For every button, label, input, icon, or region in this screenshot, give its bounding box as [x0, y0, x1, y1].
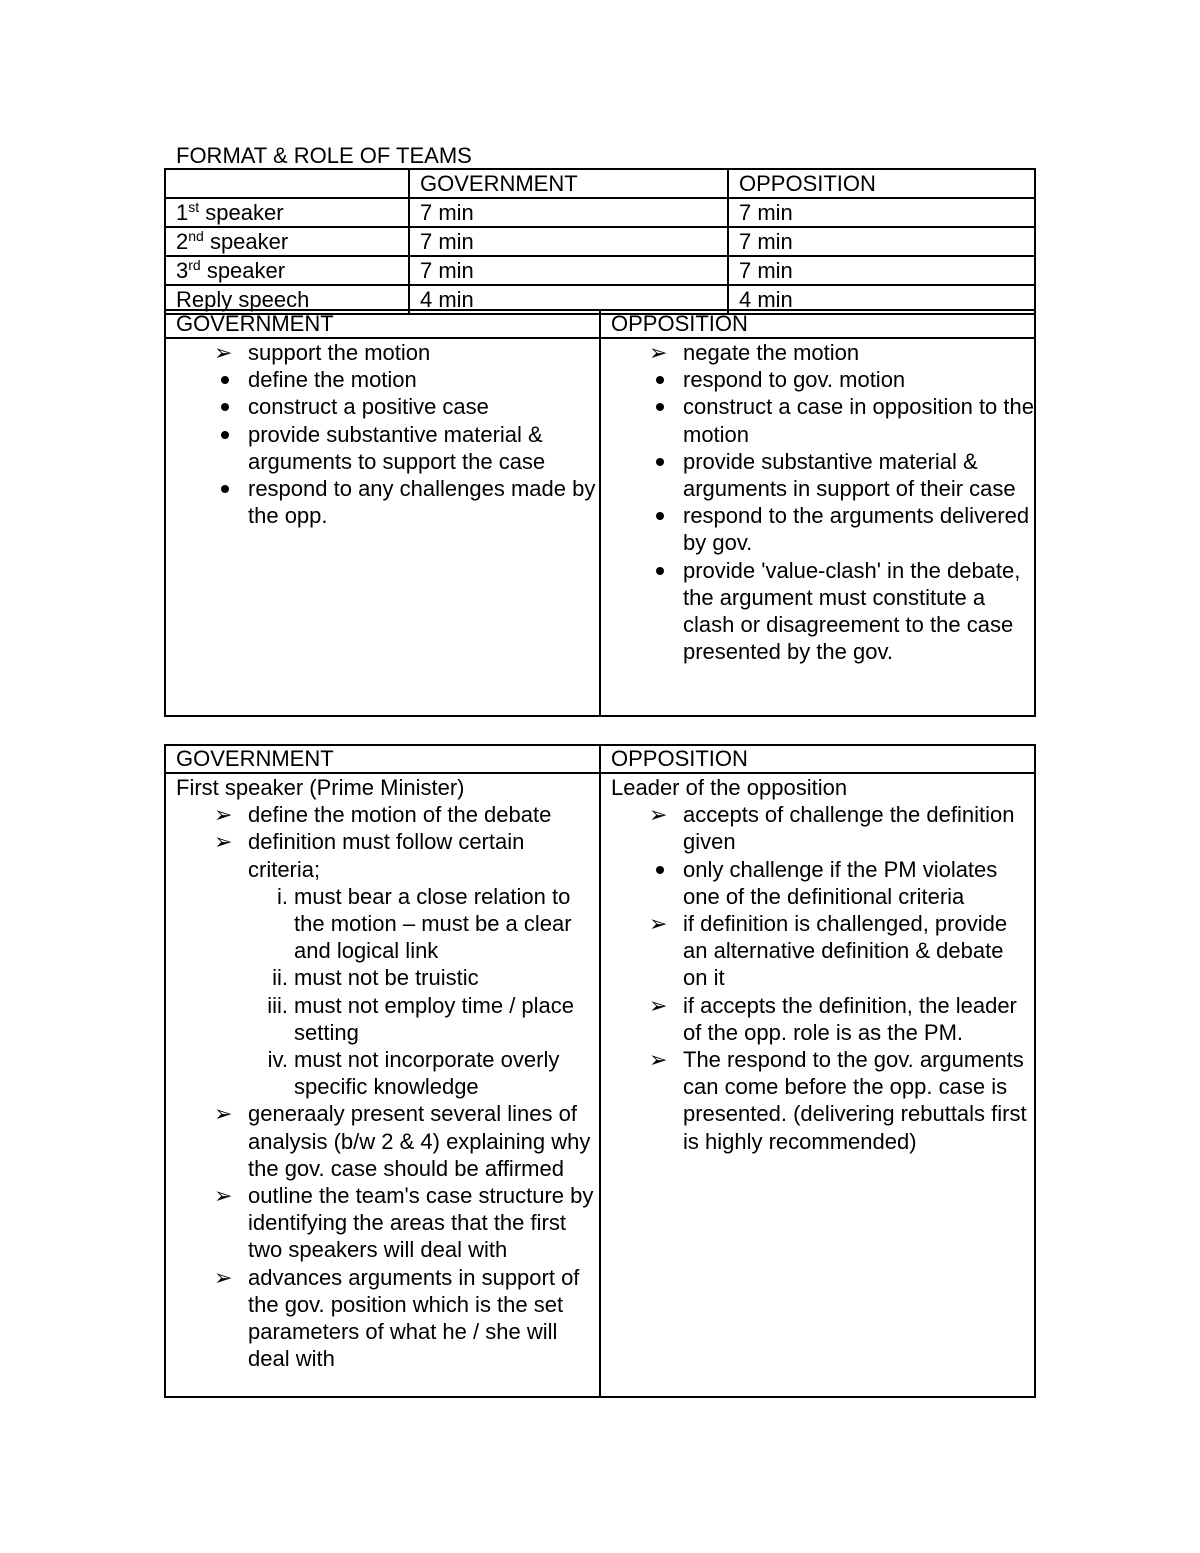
list-item-text: definition must follow certain criteria; [248, 829, 525, 882]
list-item-text: respond to any challenges made by the opp. [248, 476, 596, 529]
roles-opp-cell [600, 338, 1035, 716]
list-item-text: define the motion of the debate [248, 802, 552, 828]
list-item-text: only challenge if the PM violates one of the definitional criteria [683, 856, 998, 909]
list-item [176, 421, 599, 475]
list-item [176, 964, 599, 991]
speaker-label: 1st speaker [165, 198, 409, 227]
list-item [611, 801, 1034, 855]
list-item [176, 475, 599, 529]
speakers-table [164, 744, 1036, 1398]
list-item [176, 1182, 599, 1264]
opp-time: 7 min [728, 227, 1035, 256]
list-item-text: must not be truistic [294, 965, 479, 991]
list-item-text: must not employ time / place setting [294, 992, 575, 1045]
speakers-header-row [165, 745, 1035, 773]
time-table-header-opp: OPPOSITION [728, 169, 1035, 198]
list-item-text: if definition is challenged, provide an alternative definition & debate on it [683, 911, 1008, 991]
speakers-opp-header: OPPOSITION [600, 745, 1035, 773]
list-item [611, 393, 1034, 447]
list-item [176, 393, 599, 420]
list-item-text: respond to gov. motion [683, 367, 906, 393]
list-item [176, 1264, 599, 1373]
speakers-gov-cell [165, 773, 600, 1397]
list-item [611, 856, 1034, 910]
arrow-bullet-icon: ➢ [214, 340, 233, 365]
speakers-opp-list [611, 801, 1034, 1155]
arrow-bullet-icon: ➢ [649, 1047, 668, 1073]
list-item-text: construct a positive case [248, 394, 489, 420]
roles-gov-cell [165, 338, 600, 716]
arrow-bullet-icon: ➢ [649, 802, 668, 828]
speakers-gov-list [176, 801, 599, 1372]
speakers-gov-header: GOVERNMENT [165, 745, 600, 773]
roman-numeral: ii. [272, 965, 288, 991]
time-table-header-gov: GOVERNMENT [409, 169, 728, 198]
list-item-text: provide substantive material & arguments to support the case [248, 421, 546, 474]
list-item-text: outline the team's case structure by identifying the areas that the first two speakers will deal with [248, 1183, 594, 1263]
time-table-header-row [165, 169, 1035, 198]
list-item [611, 910, 1034, 992]
list-item-text: generaaly present several lines of analysis (b/w 2 & 4) explaining why the gov. case should be affirmed [248, 1101, 591, 1181]
roles-gov-header: GOVERNMENT [165, 310, 600, 338]
roles-body-row [165, 338, 1035, 716]
list-item [611, 992, 1034, 1046]
roman-numeral: iv. [267, 1047, 288, 1073]
page-title: FORMAT & ROLE OF TEAMS [176, 143, 472, 168]
list-item-text: if accepts the definition, the leader of the opp. role is as the PM. [683, 992, 1017, 1045]
speaker-label: Reply speech [165, 285, 409, 314]
arrow-bullet-icon: ➢ [649, 911, 668, 937]
arrow-bullet-icon: ➢ [214, 1264, 233, 1290]
time-table-header-blank [165, 169, 409, 198]
time-table-row [165, 198, 1035, 227]
list-item-text: must not incorporate overly specific knowledge [294, 1047, 560, 1100]
time-table-row [165, 256, 1035, 285]
list-item [611, 448, 1034, 502]
roman-numeral: i. [277, 883, 288, 909]
list-item [611, 1046, 1034, 1155]
list-item [611, 339, 1034, 366]
gov-time: 4 min [409, 285, 728, 314]
list-item [176, 801, 599, 828]
speaker-label: 2nd speaker [165, 227, 409, 256]
time-table [164, 168, 1036, 315]
list-item-text: accepts of challenge the definition given [683, 802, 1015, 855]
arrow-bullet-icon: ➢ [649, 992, 668, 1018]
list-item-text: advances arguments in support of the gov. position which is the set parameters of what he / she will deal with [248, 1264, 580, 1372]
list-item [176, 828, 599, 882]
arrow-bullet-icon: ➢ [649, 340, 668, 365]
roles-header-row [165, 310, 1035, 338]
list-item [176, 883, 599, 965]
opp-time: 4 min [728, 285, 1035, 314]
gov-time: 7 min [409, 256, 728, 285]
list-item-text: provide 'value-clash' in the debate, the argument must constitute a clash or disagreement to the case presented by the gov. [683, 557, 1021, 665]
opp-speaker-title: Leader of the opposition [611, 775, 848, 800]
roles-table [164, 309, 1036, 717]
speaker-label: 3rd speaker [165, 256, 409, 285]
list-item-text: provide substantive material & arguments in support of their case [683, 448, 1016, 502]
list-item-text: support the motion [248, 340, 431, 365]
list-item-text: define the motion [248, 367, 417, 393]
list-item-text: construct a case in opposition to the motion [683, 394, 1034, 447]
roles-gov-list [176, 339, 599, 529]
gov-speaker-title: First speaker (Prime Minister) [176, 775, 465, 800]
list-item [176, 992, 599, 1046]
opp-time: 7 min [728, 256, 1035, 285]
list-item [176, 1100, 599, 1182]
arrow-bullet-icon: ➢ [214, 802, 233, 828]
opp-time: 7 min [728, 198, 1035, 227]
list-item-text: must bear a close relation to the motion – must be a clear and logical link [294, 883, 572, 964]
roles-opp-list [611, 339, 1034, 665]
list-item-text: negate the motion [683, 340, 860, 365]
time-table-row [165, 227, 1035, 256]
list-item [611, 557, 1034, 666]
list-item [176, 1046, 599, 1100]
list-item [611, 366, 1034, 393]
gov-time: 7 min [409, 227, 728, 256]
list-item-text: respond to the arguments delivered by gov. [683, 503, 1030, 556]
list-item [176, 366, 599, 393]
speakers-body-row [165, 773, 1035, 1397]
speakers-opp-cell [600, 773, 1035, 1397]
list-item [611, 502, 1034, 556]
roles-opp-header: OPPOSITION [600, 310, 1035, 338]
list-item [176, 339, 599, 366]
list-item-text: The respond to the gov. arguments can come before the opp. case is presented. (delivering rebuttals first is highly recommended) [683, 1047, 1027, 1154]
gov-time: 7 min [409, 198, 728, 227]
arrow-bullet-icon: ➢ [214, 1183, 233, 1209]
roman-numeral: iii. [267, 992, 288, 1018]
arrow-bullet-icon: ➢ [214, 1101, 233, 1127]
arrow-bullet-icon: ➢ [214, 829, 233, 855]
